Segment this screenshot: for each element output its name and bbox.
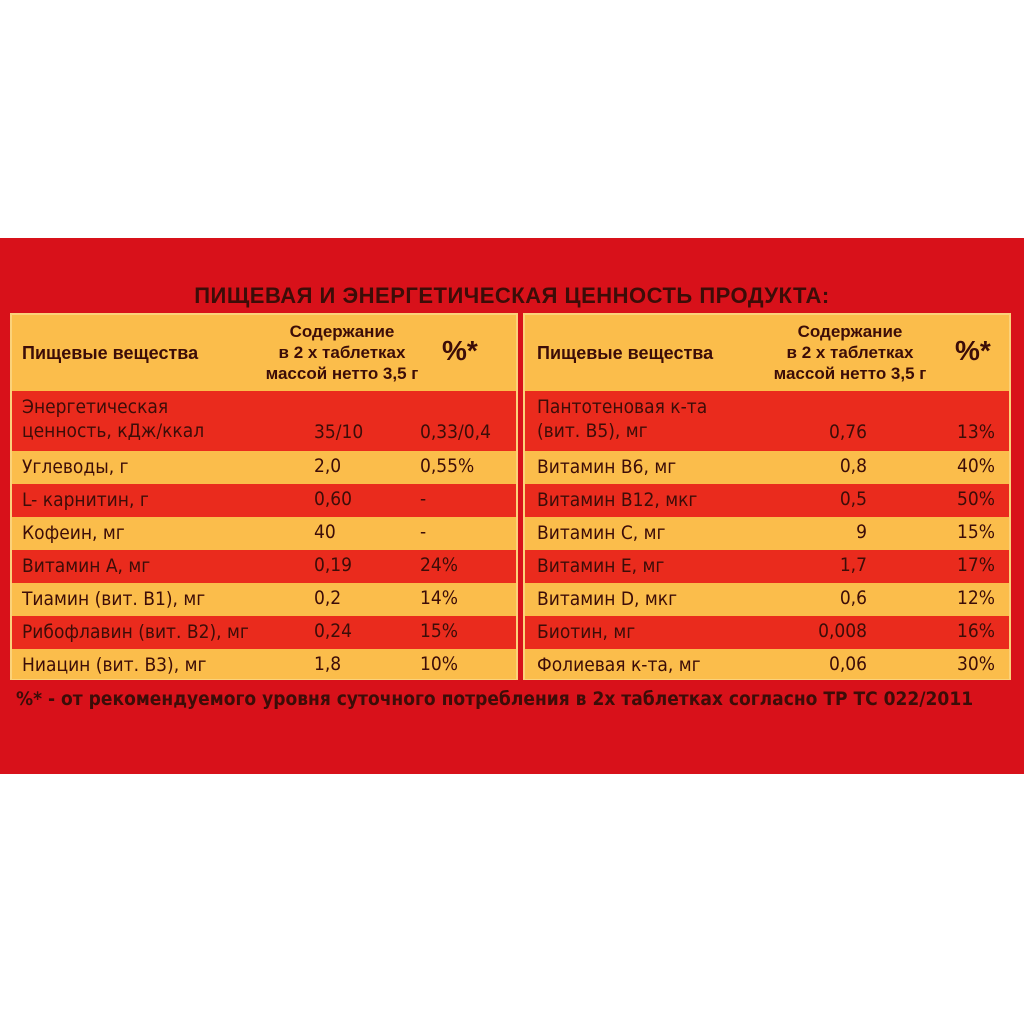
nutrient-name-line: Биотин, мг [537, 621, 636, 643]
nutrient-name [537, 488, 697, 512]
nutrient-name-line: Витамин Е, мг [537, 555, 665, 577]
nutrient-name-line: Фолиевая к-та, мг [537, 654, 701, 676]
nutrient-percent: 50% [957, 488, 995, 510]
nutrient-value: 9 [856, 521, 867, 543]
nutrition-table-left [10, 313, 518, 680]
nutrient-value: 0,6 [839, 587, 867, 609]
nutrient-name [537, 653, 701, 677]
table-row [12, 616, 516, 649]
nutrient-name [22, 620, 249, 644]
table-row [12, 583, 516, 616]
nutrient-value: 0,60 [314, 488, 353, 510]
nutrient-name-line: Пантотеновая к-та [537, 396, 708, 418]
nutrient-name [537, 620, 635, 644]
header-percent: %* [955, 335, 991, 366]
nutrient-name-line: Энергетическая [22, 396, 169, 418]
nutrient-value: 35/10 [314, 421, 364, 443]
nutrient-value: 0,5 [839, 488, 867, 510]
header-content-line: Содержание [797, 322, 903, 341]
header-content-line: массой нетто 3,5 г [773, 364, 927, 383]
nutrient-name-line: Тиамин (вит. В1), мг [22, 588, 206, 610]
header-percent: %* [442, 335, 478, 366]
nutrient-name [22, 488, 149, 512]
nutrient-name [537, 521, 666, 545]
nutrient-value: 0,008 [818, 620, 867, 642]
nutrient-name [537, 587, 677, 611]
nutrient-value: 0,19 [314, 554, 353, 576]
nutrient-name-line: Кофеин, мг [22, 522, 125, 544]
table-row [12, 484, 516, 517]
header-nutrients: Пищевые вещества [537, 343, 714, 363]
table-row [12, 517, 516, 550]
header-content-line: в 2 х таблетках [278, 343, 406, 362]
nutrient-value: 2,0 [314, 455, 342, 477]
nutrient-percent: 17% [957, 554, 995, 576]
nutrient-name [537, 455, 676, 479]
nutrient-percent: 0,55% [420, 455, 475, 477]
nutrient-percent: 24% [420, 554, 458, 576]
nutrient-percent: 0,33/0,4 [420, 421, 491, 443]
table-row [525, 451, 1009, 484]
nutrient-percent: 10% [420, 653, 458, 675]
nutrient-value: 0,24 [314, 620, 353, 642]
table-row [525, 649, 1009, 679]
nutrient-name [22, 395, 204, 443]
nutrient-value: 40 [314, 521, 336, 543]
nutrient-name [22, 521, 125, 545]
nutrient-name-line: Ниацин (вит. В3), мг [22, 654, 207, 676]
nutrient-name [537, 554, 664, 578]
header-content-line: Содержание [289, 322, 395, 341]
nutrient-percent: 40% [957, 455, 995, 477]
nutrient-percent: 13% [957, 421, 995, 443]
nutrient-name [22, 587, 205, 611]
nutrient-name [537, 395, 707, 443]
table-row [525, 391, 1009, 451]
nutrient-percent: 15% [957, 521, 995, 543]
nutrient-value: 0,8 [839, 455, 867, 477]
table-title: ПИЩЕВАЯ И ЭНЕРГЕТИЧЕСКАЯ ЦЕННОСТЬ ПРОДУКТА: [194, 283, 830, 308]
nutrient-percent: 30% [957, 653, 995, 675]
nutrient-name [22, 455, 129, 479]
nutrient-name [22, 653, 206, 677]
nutrient-value: 1,8 [314, 653, 342, 675]
table-row [12, 649, 516, 679]
nutrient-percent: 14% [420, 587, 458, 609]
nutrient-percent: 12% [957, 587, 995, 609]
nutrient-name-line: Витамин D, мкг [537, 588, 678, 610]
nutrient-name-line: (вит. В5), мг [537, 420, 648, 442]
footnote: %* - от рекомендуемого уровня суточного потребления в 2х таблетках согласно ТР ТС 022/2011 [16, 688, 974, 710]
nutrient-value: 0,06 [828, 653, 867, 675]
table-row [12, 451, 516, 484]
header-content-line: в 2 х таблетках [786, 343, 914, 362]
table-row [525, 484, 1009, 517]
nutrient-name [22, 554, 150, 578]
nutrient-name-line: Витамин В12, мкг [537, 489, 698, 511]
nutrient-name-line: Рибофлавин (вит. В2), мг [22, 621, 249, 643]
header-nutrients: Пищевые вещества [22, 343, 199, 363]
nutrient-name-line: Витамин А, мг [22, 555, 151, 577]
nutrient-percent: - [420, 488, 427, 510]
table-row [525, 517, 1009, 550]
header-content-line: массой нетто 3,5 г [265, 364, 419, 383]
nutrient-name-line: Витамин С, мг [537, 522, 666, 544]
table-header [525, 315, 1009, 391]
table-row [12, 391, 516, 451]
table-row [525, 616, 1009, 649]
table-header [12, 315, 516, 391]
nutrient-value: 0,2 [314, 587, 342, 609]
nutrient-name-line: Витамин В6, мг [537, 456, 677, 478]
nutrient-name-line: ценность, кДж/ккал [22, 420, 205, 442]
table-row [525, 550, 1009, 583]
nutrition-table-right [523, 313, 1011, 680]
nutrient-percent: - [420, 521, 427, 543]
header-content [242, 321, 442, 384]
nutrient-value: 0,76 [828, 421, 867, 443]
header-content [750, 321, 950, 384]
nutrient-name-line: L- карнитин, г [22, 489, 149, 511]
nutrient-value: 1,7 [839, 554, 867, 576]
nutrient-percent: 15% [420, 620, 458, 642]
nutrient-percent: 16% [957, 620, 995, 642]
table-row [525, 583, 1009, 616]
nutrient-name-line: Углеводы, г [22, 456, 129, 478]
table-row [12, 550, 516, 583]
